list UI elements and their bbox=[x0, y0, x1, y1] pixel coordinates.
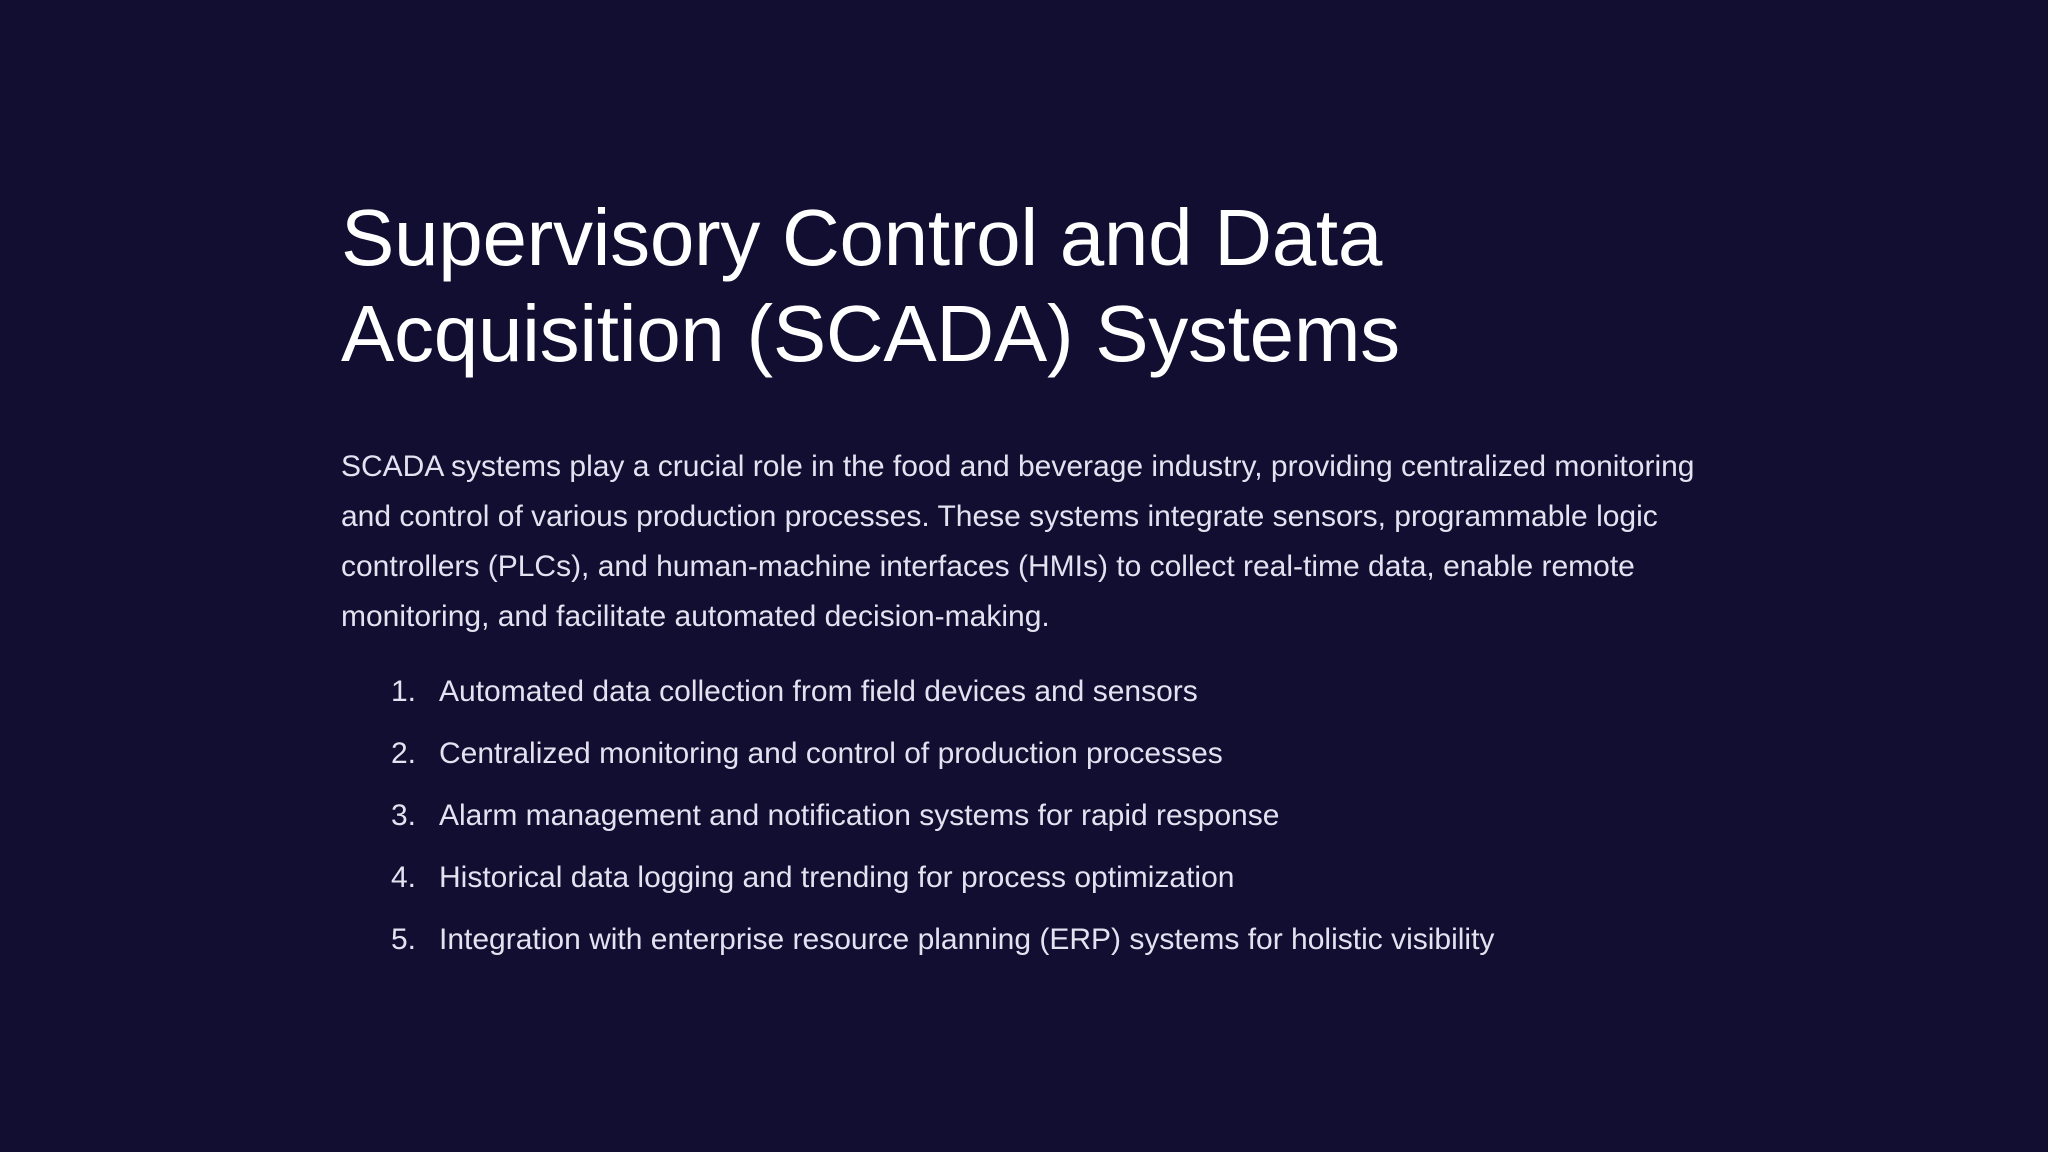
list-item-number: 1. bbox=[391, 675, 417, 708]
list-item bbox=[391, 670, 1711, 732]
title-line-2: Acquisition (SCADA) Systems bbox=[341, 289, 1400, 378]
list-item-number: 3. bbox=[391, 799, 417, 832]
list-item-number: 2. bbox=[391, 737, 417, 770]
list-item bbox=[391, 918, 1711, 980]
list-item-number: 5. bbox=[391, 923, 417, 956]
list-item-text: Integration with enterprise resource planning (ERP) systems for holistic visibility bbox=[439, 923, 1495, 956]
list-item-text: Centralized monitoring and control of production processes bbox=[439, 737, 1223, 770]
list-item-text: Historical data logging and trending for process optimization bbox=[439, 861, 1235, 894]
slide-title bbox=[341, 190, 1711, 382]
slide-content bbox=[341, 190, 1711, 980]
list-item bbox=[391, 732, 1711, 794]
list-item-text: Automated data collection from field devices and sensors bbox=[439, 675, 1198, 708]
list-item-number: 4. bbox=[391, 861, 417, 894]
list-item bbox=[391, 856, 1711, 918]
title-line-1: Supervisory Control and Data bbox=[341, 193, 1383, 282]
feature-list bbox=[341, 670, 1711, 980]
slide-description: SCADA systems play a crucial role in the food and beverage industry, providing centralized monitoring and control of various production processes. These systems integrate sensors, programmable logic controllers (PLCs), and human-machine interfaces (HMIs) to collect real-time data, enable remote monitoring, and facilitate automated decision-making. bbox=[341, 450, 1695, 633]
list-item bbox=[391, 794, 1711, 856]
list-item-text: Alarm management and notification systems for rapid response bbox=[439, 799, 1280, 832]
